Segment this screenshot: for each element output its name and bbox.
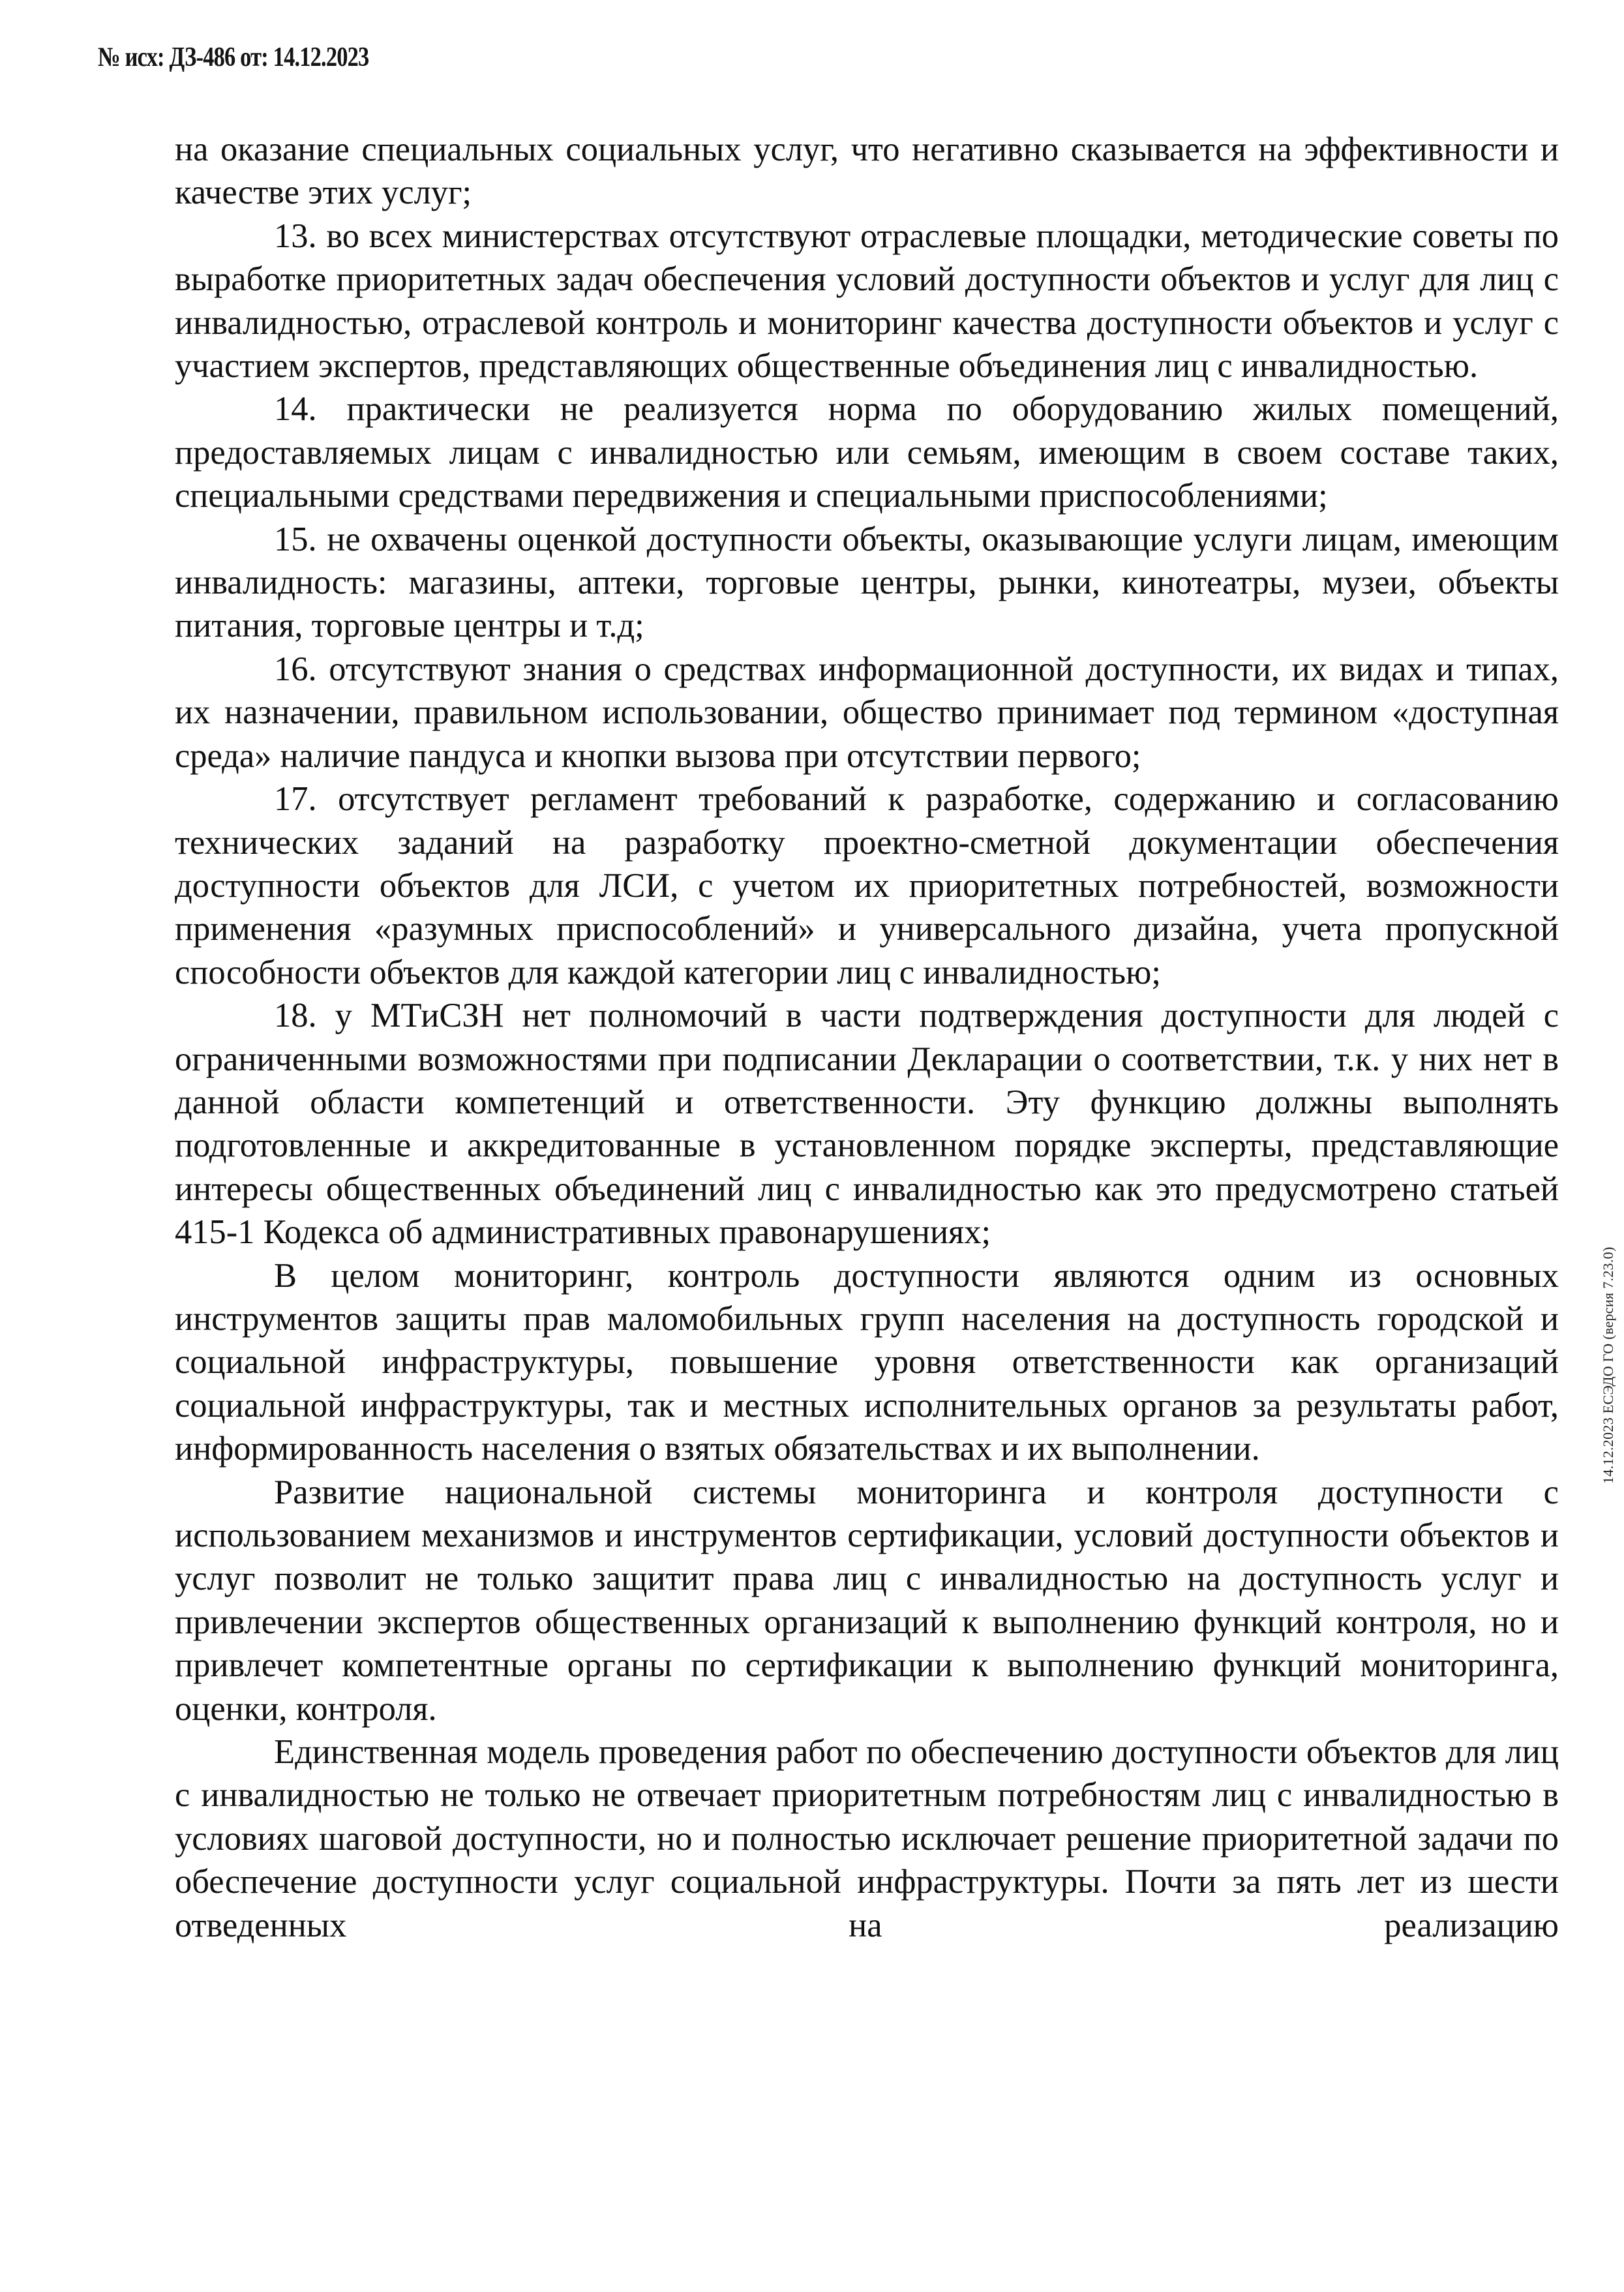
outgoing-number-stamp: № исх: ДЗ-486 от: 14.12.2023	[98, 42, 369, 72]
edms-side-watermark: 14.12.2023 ЕСЭДО ГО (версия 7.23.0)	[1600, 1246, 1616, 1484]
paragraph-item-14: 14. практически не реализуется норма по оборудованию жилых помещений, предоставляемых лицам с инвалидностью или семьям, имеющим в своем составе таких, специальными средствами передвижения и специальными приспособлениями;	[175, 390, 1559, 515]
paragraph-item-13: 13. во всех министерствах отсутствуют отраслевые площадки, методические советы по выработке приоритетных задач обеспечения условий доступности объектов и услуг для лиц с инвалидностью, отраслевой контроль и мониторинг качества доступности объектов и услуг с участием экспертов, представляющих общественные объединения лиц с инвалидностью.	[175, 217, 1559, 385]
paragraph-continuation: на оказание специальных социальных услуг, что негативно сказывается на эффективности и качестве этих услуг;	[175, 130, 1559, 212]
paragraph-item-16: 16. отсутствуют знания о средствах информационной доступности, их видах и типах, их назначении, правильном использовании, общество принимает под термином «доступная среда» наличие пандуса и кнопки вызова при отсутствии первого;	[175, 650, 1559, 775]
paragraph-item-15: 15. не охвачены оценкой доступности объекты, оказывающие услуги лицам, имеющим инвалидность: магазины, аптеки, торговые центры, рынки, кинотеатры, музеи, объекты питания, торговые центры и т.д;	[175, 520, 1559, 645]
paragraph-item-18: 18. у МТиСЗН нет полномочий в части подтверждения доступности для людей с ограниченными возможностями при подписании Декларации о соответствии, т.к. у них нет в данной области компетенций и ответственности. Эту функцию должны выполнять подготовленные и аккредитованные в установленном порядке эксперты, представляющие интересы общественных объединений лиц с инвалидностью как это предусмотрено статьей 415-1 Кодекса об административных правонарушениях;	[175, 997, 1559, 1252]
document-body	[175, 128, 1559, 1947]
paragraph-national-system: Развитие национальной системы мониторинга и контроля доступности с использованием механизмов и инструментов сертификации, условий доступности объектов и услуг позволит не только защитит права лиц с инвалидностью на доступность услуг и привлечении экспертов общественных организаций к выполнению функций контроля, но и привлечет компетентные органы по сертификации к выполнению функций мониторинга, оценки, контроля.	[175, 1473, 1559, 1728]
paragraph-item-17: 17. отсутствует регламент требований к разработке, содержанию и согласованию технических заданий на разработку проектно-сметной документации обеспечения доступности объектов для ЛСИ, с учетом их приоритетных потребностей, возможности применения «разумных приспособлений» и универсального дизайна, учета пропускной способности объектов для каждой категории лиц с инвалидностью;	[175, 780, 1559, 991]
paragraph-single-model: Единственная модель проведения работ по обеспечению доступности объектов для лиц с инвалидностью не только не отвечает приоритетным потребностям лиц с инвалидностью в условиях шаговой доступности, но и полностью исключает решение приоритетной задачи по обеспечение доступности услуг социальной инфраструктуры. Почти за пять лет из шести отведенных на реализацию	[175, 1733, 1559, 1944]
paragraph-monitoring-summary: В целом мониторинг, контроль доступности являются одним из основных инструментов защиты прав маломобильных групп населения на доступность городской и социальной инфраструктуры, повышение уровня ответственности как организаций социальной инфраструктуры, так и местных исполнительных органов за результаты работ, информированность населения о взятых обязательствах и их выполнении.	[175, 1256, 1559, 1468]
